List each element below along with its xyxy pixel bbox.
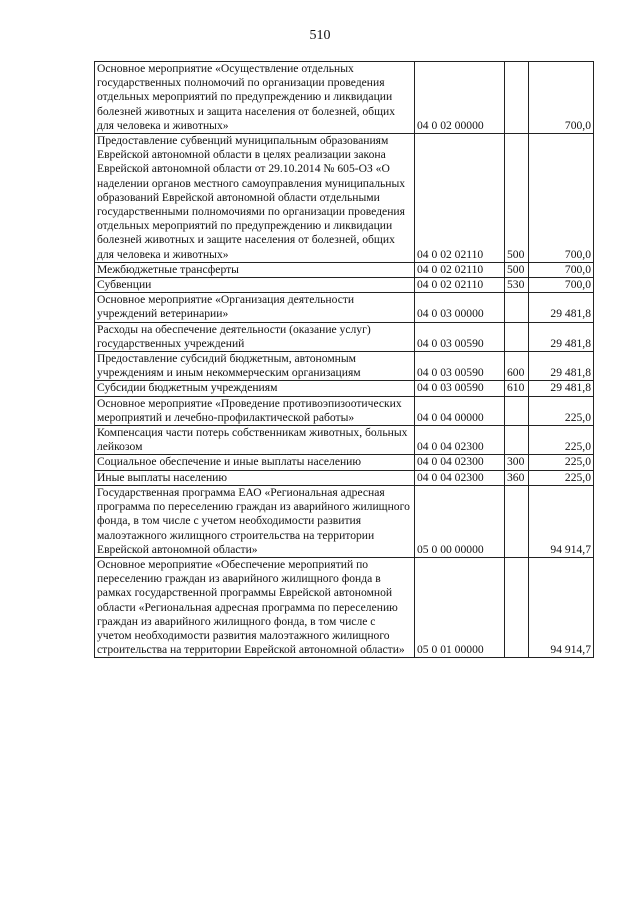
expense-name-cell: Предоставление субвенций муниципальным образованиям Еврейской автономной области в целях реализации закона Еврейской автономной области от 29.10.2014 № 605-ОЗ «О наделении органов местного самоуправления муниципальных образований Еврейской автономной области отдельными государственными полномочиями по организации проведения отдельных мероприятий по предупреждению и ликвидации болезней животных и защите населения от болезней, общих для человека и животных» [95, 134, 415, 263]
expense-type-cell: 300 [505, 455, 529, 470]
target-article-cell: 04 0 02 02110 [415, 134, 505, 263]
table-row [95, 134, 594, 263]
page-number: 510 [309, 28, 331, 43]
target-article-cell: 04 0 04 02300 [415, 470, 505, 485]
amount-cell: 94 914,7 [529, 557, 594, 657]
amount-cell: 94 914,7 [529, 485, 594, 557]
target-article-cell: 04 0 02 02110 [415, 262, 505, 277]
amount-cell: 29 481,8 [529, 381, 594, 396]
expense-type-cell [505, 293, 529, 322]
table-row [95, 381, 594, 396]
amount-cell: 225,0 [529, 396, 594, 425]
expense-type-cell [505, 62, 529, 134]
expense-name-cell: Субсидии бюджетным учреждениям [95, 381, 415, 396]
expense-type-cell: 500 [505, 134, 529, 263]
expense-name-cell: Социальное обеспечение и иные выплаты населению [95, 455, 415, 470]
table-row [95, 426, 594, 455]
expense-name-cell: Иные выплаты населению [95, 470, 415, 485]
expense-name-cell: Государственная программа ЕАО «Региональная адресная программа по переселению граждан из аварийного жилищного фонда, в том числе с учетом необходимости развития малоэтажного жилищного строительства на территории Еврейской автономной области» [95, 485, 415, 557]
amount-cell: 700,0 [529, 134, 594, 263]
amount-cell: 225,0 [529, 426, 594, 455]
expense-name-cell: Основное мероприятие «Осуществление отдельных государственных полномочий по организации проведения отдельных мероприятий по предупреждению и ликвидации болезней животных и защита населения от болезней, общих для человека и животных» [95, 62, 415, 134]
target-article-cell: 04 0 02 02110 [415, 278, 505, 293]
table-row [95, 293, 594, 322]
amount-cell: 225,0 [529, 470, 594, 485]
table-row [95, 485, 594, 557]
expense-name-cell: Основное мероприятие «Проведение противоэпизоотических мероприятий и лечебно-профилактической работы» [95, 396, 415, 425]
table-row [95, 557, 594, 657]
expense-type-cell [505, 557, 529, 657]
target-article-cell: 05 0 01 00000 [415, 557, 505, 657]
budget-table [94, 61, 594, 658]
table-row [95, 322, 594, 351]
expense-name-cell: Основное мероприятие «Обеспечение мероприятий по переселению граждан из аварийного жилищного фонда в рамках государственной программы Еврейской автономной области «Региональная адресная программа по переселению граждан из аварийного жилищного фонда, в том числе с учетом необходимости развития малоэтажного жилищного строительства на территории Еврейской автономной области» [95, 557, 415, 657]
table-row [95, 396, 594, 425]
target-article-cell: 04 0 02 00000 [415, 62, 505, 134]
expense-type-cell: 530 [505, 278, 529, 293]
amount-cell: 700,0 [529, 278, 594, 293]
target-article-cell: 04 0 04 02300 [415, 455, 505, 470]
expense-name-cell: Расходы на обеспечение деятельности (оказание услуг) государственных учреждений [95, 322, 415, 351]
table-row [95, 352, 594, 381]
target-article-cell: 04 0 03 00000 [415, 293, 505, 322]
expense-name-cell: Основное мероприятие «Организация деятельности учреждений ветеринарии» [95, 293, 415, 322]
expense-name-cell: Компенсация части потерь собственникам животных, больных лейкозом [95, 426, 415, 455]
amount-cell: 29 481,8 [529, 293, 594, 322]
amount-cell: 29 481,8 [529, 322, 594, 351]
expense-type-cell: 360 [505, 470, 529, 485]
amount-cell: 700,0 [529, 62, 594, 134]
amount-cell: 225,0 [529, 455, 594, 470]
target-article-cell: 04 0 03 00590 [415, 322, 505, 351]
target-article-cell: 04 0 04 02300 [415, 426, 505, 455]
expense-name-cell: Субвенции [95, 278, 415, 293]
table-row [95, 262, 594, 277]
budget-table-body [95, 62, 594, 658]
amount-cell: 700,0 [529, 262, 594, 277]
target-article-cell: 05 0 00 00000 [415, 485, 505, 557]
table-row [95, 455, 594, 470]
expense-type-cell [505, 322, 529, 351]
expense-type-cell [505, 396, 529, 425]
target-article-cell: 04 0 04 00000 [415, 396, 505, 425]
expense-type-cell: 600 [505, 352, 529, 381]
table-row [95, 278, 594, 293]
table-row [95, 62, 594, 134]
target-article-cell: 04 0 03 00590 [415, 381, 505, 396]
target-article-cell: 04 0 03 00590 [415, 352, 505, 381]
expense-type-cell: 610 [505, 381, 529, 396]
table-row [95, 470, 594, 485]
expense-type-cell: 500 [505, 262, 529, 277]
expense-name-cell: Межбюджетные трансферты [95, 262, 415, 277]
expense-type-cell [505, 426, 529, 455]
amount-cell: 29 481,8 [529, 352, 594, 381]
expense-name-cell: Предоставление субсидий бюджетным, автономным учреждениям и иным некоммерческим организациям [95, 352, 415, 381]
expense-type-cell [505, 485, 529, 557]
